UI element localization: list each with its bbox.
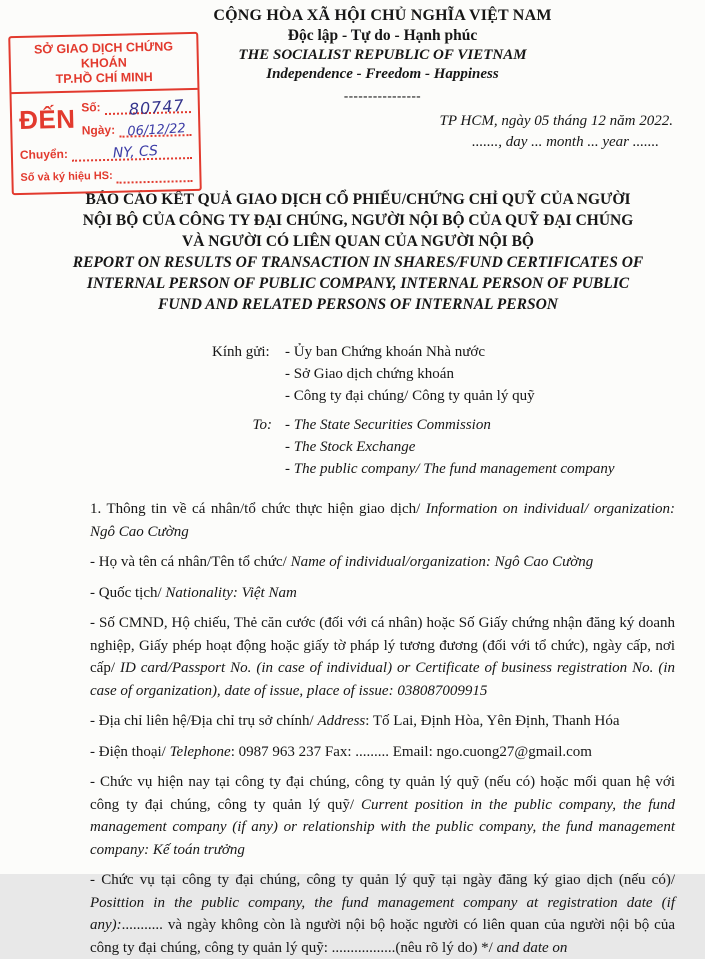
recipients-gap (212, 407, 705, 414)
stamp-org-line1: SỞ GIAO DỊCH CHỨNG KHOÁN (33, 39, 174, 71)
recipient-vn-2: - Sở Giao dịch chứng khoán (285, 366, 454, 382)
p2-en: Name of individual/organization: Ngô Cao Cường (290, 554, 594, 570)
stamp-org-line2: TP.HỒ CHÍ MINH (55, 69, 153, 87)
report-title-vn (68, 189, 648, 252)
p7-en: Current position in the public company, the fund management company (if any) or relationship with the public company, the fund management company: Kế toán trưởng (90, 796, 675, 858)
recipient-en-1: - The State Securities Commission (285, 417, 491, 433)
p6-vn: - Điện thoại/ (90, 743, 170, 760)
recipient-row-vn-1 (212, 341, 705, 363)
report-title (68, 189, 648, 315)
header-separator: ---------------- (343, 88, 422, 103)
title-vn-line2: NỘI BỘ CỦA CÔNG TY ĐẠI CHÚNG, NGƯỜI NỘI BỘ CỦA QUỸ ĐẠI CHÚNG (82, 212, 634, 229)
p5-vn: - Địa chỉ liên hệ/Địa chỉ trụ sở chính/ (90, 713, 318, 729)
kinh-gui-label: Kính gửi: (212, 344, 270, 360)
p8-en1: Posittion in the public company, the fund management company at registration date (if any): (90, 894, 675, 933)
p3-vn: - Quốc tịch/ (90, 584, 166, 601)
p5-value: : Tố Lai, Định Hòa, Yên Định, Thanh Hóa (365, 713, 620, 729)
title-en-line2: INTERNAL PERSON OF PUBLIC COMPANY, INTERNAL PERSON OF PUBLIC (86, 275, 630, 292)
recipient-row-vn-2 (212, 363, 705, 385)
national-title-en: THE SOCIALIST REPUBLIC OF VIETNAM (238, 47, 527, 63)
stamp-number-dotline (104, 95, 191, 119)
p3-en: Nationality: Việt Nam (165, 584, 297, 601)
recipient-vn-3: - Công ty đại chúng/ Công ty quản lý quỹ (285, 388, 535, 404)
stamp-file-label: Số và ký hiệu HS: (20, 169, 113, 184)
recipient-row-vn-3 (212, 385, 705, 407)
national-title-vn: CỘNG HÒA XÃ HỘI CHỦ NGHĨA VIỆT NAM (213, 7, 552, 24)
paragraph-position-at-registration (90, 869, 675, 959)
paragraph-current-position (90, 771, 675, 861)
p4-vn: - Số CMND, Hộ chiếu, Thẻ căn cước (đối với cá nhân) hoặc Số Giấy chứng nhận đăng ký doanh nghiệp, Giấy phép hoạt động hoặc giấy tờ pháp lý tương đương (đối với tổ chức), ngày cấp, nơi cấp/ (90, 615, 675, 676)
p8-vn1: - Chức vụ tại công ty đại chúng, công ty quản lý quỹ tại ngày đăng ký giao dịch (nếu có)/ (90, 872, 675, 888)
title-en-line3: FUND AND RELATED PERSONS OF INTERNAL PERSON (158, 296, 558, 313)
p1-vn: 1. Thông tin về cá nhân/tổ chức thực hiện giao dịch/ (90, 501, 426, 517)
stamp-right-column (81, 96, 191, 138)
stamp-date-label: Ngày: (81, 122, 116, 138)
paragraph-transactor-info (90, 498, 675, 543)
stamp-forward-dotline (72, 142, 192, 162)
stamp-top-row (19, 96, 192, 140)
stamp-body (12, 90, 200, 193)
stamp-date-dotline (119, 119, 192, 138)
arrival-stamp (8, 32, 202, 195)
recipient-en-2: - The Stock Exchange (285, 439, 416, 455)
title-vn-line1: BÁO CÁO KẾT QUẢ GIAO DỊCH CỔ PHIẾU/CHỨNG CHỈ QUỸ CỦA NGƯỜI (85, 191, 631, 208)
p1-en: Information on individual/ organization: Ngô Cao Cường (90, 501, 675, 540)
p8-vn2: ........... và ngày không còn là người nội bộ hoặc người có liên quan của người nội bộ của công ty đại chúng, công ty quản lý quỹ: .................(nêu rõ lý do) */ (90, 917, 675, 956)
recipients-block (212, 341, 705, 480)
document-body (90, 498, 675, 959)
title-vn-line3: VÀ NGƯỜI CÓ LIÊN QUAN CỦA NGƯỜI NỘI BỘ (182, 233, 534, 250)
stamp-number-handwritten: 80747 (128, 95, 186, 119)
stamp-number-label: Số: (81, 100, 101, 115)
recipient-vn-1: - Ủy ban Chứng khoán Nhà nước (285, 344, 485, 360)
recipient-row-en-2 (212, 436, 705, 458)
report-title-en (68, 252, 648, 315)
date-line-vn: TP HCM, ngày 05 tháng 12 năm 2022. (439, 113, 673, 129)
recipient-row-en-1 (212, 414, 705, 436)
stamp-date-handwritten: 06/12/22 (127, 121, 187, 140)
paragraph-nationality (90, 582, 675, 605)
motto-en: Independence - Freedom - Happiness (266, 66, 499, 82)
stamp-org-name (10, 34, 197, 94)
stamp-arrival-label: ĐẾN (18, 103, 76, 135)
title-en-line1: REPORT ON RESULTS OF TRANSACTION IN SHARES/FUND CERTIFICATES OF (72, 254, 644, 271)
stamp-forward-handwritten: NY, CS (112, 143, 159, 162)
paragraph-address (90, 710, 675, 733)
to-label: To: (252, 417, 272, 433)
p8-en2: and date on (496, 939, 568, 956)
stamp-number-row (81, 95, 191, 119)
p4-en: ID card/Passport No. (in case of individual) or Certificate of business registration No. (in case of organization), date of issue, place of issue: 038087009915 (90, 660, 675, 699)
p6-value: : 0987 963 237 Fax: ......... Email: ngo.cuong27@gmail.com (230, 743, 592, 760)
p6-en: Telephone (169, 743, 231, 760)
date-line-en: ......., day ... month ... year ....... (471, 134, 659, 150)
stamp-file-dotline (117, 165, 193, 184)
paragraph-id-number (90, 612, 675, 702)
stamp-forward-row (20, 142, 192, 163)
p5-en: Address (317, 713, 366, 729)
motto-vn: Độc lập - Tự do - Hạnh phúc (287, 27, 478, 44)
p7-vn: - Chức vụ hiện nay tại công ty đại chúng, công ty quản lý quỹ (nếu có) hoặc mối quan hệ với công ty đại chúng, công ty quản lý quỹ/ (90, 774, 675, 813)
recipient-en-3: - The public company/ The fund management company (285, 461, 615, 477)
recipient-row-en-3 (212, 458, 705, 480)
p2-vn: - Họ và tên cá nhân/Tên tổ chức/ (90, 554, 291, 570)
paragraph-telephone (90, 741, 675, 764)
paragraph-name (90, 551, 675, 574)
stamp-file-row (20, 165, 192, 186)
stamp-date-row (82, 119, 192, 138)
stamp-forward-label: Chuyển: (19, 146, 69, 162)
